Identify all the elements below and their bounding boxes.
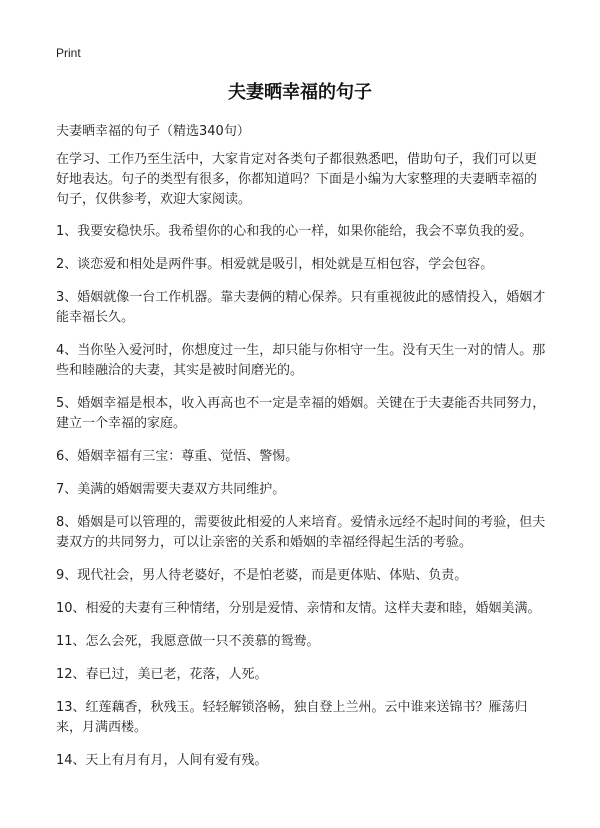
sentence-item: 1、我要安稳快乐。我希望你的心和我的心一样，如果你能给，我会不辜负我的爱。 bbox=[56, 224, 533, 239]
sentence-item: 12、春已过，美已老，花落，人死。 bbox=[56, 667, 268, 682]
sentence-item: 2、谈恋爱和相处是两件事。相爱就是吸引，相处就是互相包容，学会包容。 bbox=[56, 257, 494, 272]
sentence-item: 11、怎么会死，我愿意做一只不羡慕的鸳鸯。 bbox=[56, 634, 320, 649]
sentence-item: 7、美满的婚姻需要夫妻双方共同维护。 bbox=[56, 482, 286, 497]
page-title: 夫妻晒幸福的句子 bbox=[228, 82, 372, 103]
sentence-item: 4、当你坠入爱河时，你想度过一生，却只能与你相守一生。没有天生一对的情人。那些和睦融洽的夫妻，其实是被时间磨光的。 bbox=[56, 343, 546, 378]
article-body bbox=[56, 150, 546, 784]
sentence-item: 5、婚姻幸福是根本，收入再高也不一定是幸福的婚姻。关键在于夫妻能否共同努力，建立一个幸福的家庭。 bbox=[56, 396, 546, 431]
page-subtitle: 夫妻晒幸福的句子（精选340句） bbox=[56, 124, 250, 139]
intro-paragraph: 在学习、工作乃至生活中，大家肯定对各类句子都很熟悉吧，借助句子，我们可以更好地表达。句子的类型有很多，你都知道吗？下面是小编为大家整理的夫妻晒幸福的句子，仅供参考，欢迎大家阅读。 bbox=[56, 152, 538, 207]
sentence-item: 6、婚姻幸福有三宝：尊重、觉悟、警惕。 bbox=[56, 449, 299, 464]
sentence-item: 9、现代社会，男人待老婆好，不是怕老婆，而是更体贴、体贴、负责。 bbox=[56, 568, 468, 583]
sentence-item: 8、婚姻是可以管理的，需要彼此相爱的人来培育。爱情永远经不起时间的考验，但夫妻双方的共同努力，可以让亲密的关系和婚姻的幸福经得起生活的考验。 bbox=[56, 515, 546, 550]
sentence-item: 3、婚姻就像一台工作机器。靠夫妻俩的精心保养。只有重视彼此的感情投入，婚姻才能幸福长久。 bbox=[56, 290, 546, 325]
sentence-item: 13、红莲藕香，秋残玉。轻轻解锁洛畅，独自登上兰州。云中谁来送锦书？雁荡归来，月满西楼。 bbox=[56, 700, 528, 735]
print-link[interactable]: Print bbox=[56, 46, 81, 60]
sentence-item: 10、相爱的夫妻有三种情绪，分别是爱情、亲情和友情。这样夫妻和睦，婚姻美满。 bbox=[56, 601, 541, 616]
sentence-item: 14、天上有月有月，人间有爱有残。 bbox=[56, 753, 268, 768]
